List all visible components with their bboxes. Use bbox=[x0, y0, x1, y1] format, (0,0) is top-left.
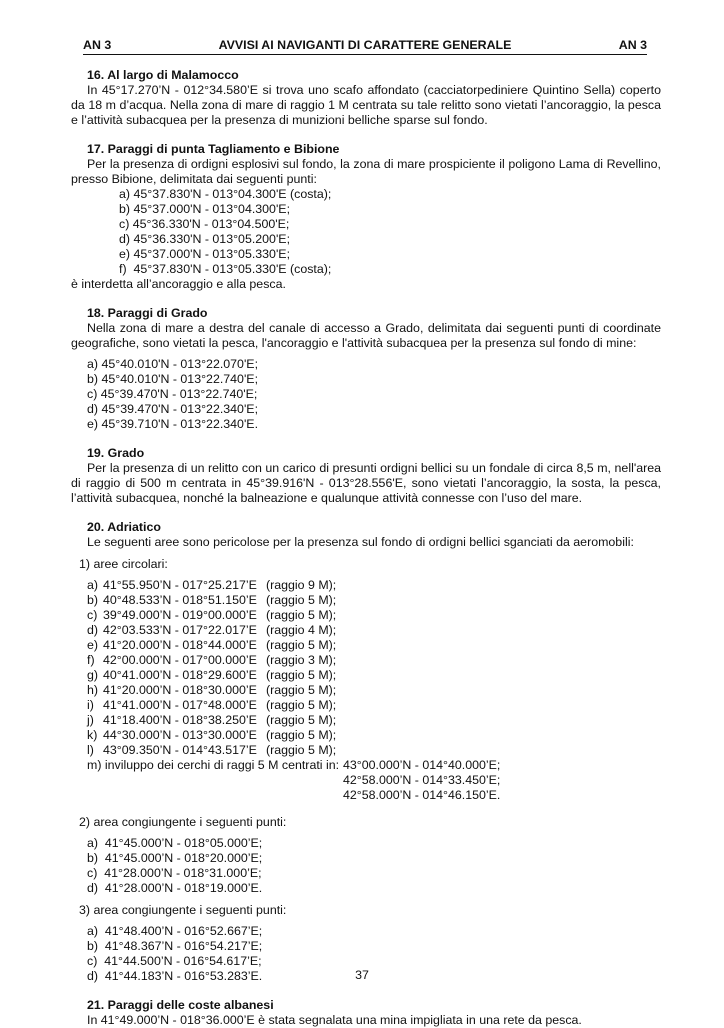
coordinate-item: a) 45°37.830'N - 013°04.300'E (costa); bbox=[119, 187, 332, 201]
header-left: AN 3 bbox=[83, 38, 112, 52]
item-radius: (raggio 5 M); bbox=[266, 698, 337, 712]
item-label: h) bbox=[87, 683, 99, 697]
circular-area-item bbox=[87, 653, 661, 668]
item-label: f) bbox=[87, 653, 95, 667]
coordinate-item: a) 41°48.400’N - 016°52.667’E; bbox=[87, 924, 263, 938]
circular-area-item bbox=[87, 668, 661, 683]
section-title: 21. Paraggi delle coste albanesi bbox=[87, 998, 274, 1012]
coordinate-item: e) 45°37.000'N - 013°05.330'E; bbox=[119, 247, 291, 261]
header-title: AVVISI AI NAVIGANTI DI CARATTERE GENERALE bbox=[218, 38, 512, 52]
circular-area-item bbox=[87, 713, 661, 728]
item-label: e) bbox=[87, 638, 99, 652]
item-radius: (raggio 5 M); bbox=[266, 743, 337, 757]
section-title: 20. Adriatico bbox=[87, 520, 161, 534]
envelope-point: 42°58.000’N - 014°46.150’E. bbox=[343, 788, 501, 802]
circular-area-item bbox=[87, 683, 661, 698]
item-label: l) bbox=[87, 743, 94, 757]
coordinate-item: d) 45°39.470'N - 013°22.340'E; bbox=[87, 402, 259, 416]
item-radius: (raggio 9 M); bbox=[266, 578, 337, 592]
coordinate-list bbox=[87, 357, 661, 432]
item-coordinates: 41°55.950’N - 017°25.217’E bbox=[103, 578, 257, 592]
coordinate-item: b) 45°37.000'N - 013°04.300'E; bbox=[119, 202, 291, 216]
item-radius: (raggio 5 M); bbox=[266, 713, 337, 727]
section-21 bbox=[71, 998, 661, 1028]
circular-area-item bbox=[87, 728, 661, 743]
section-17 bbox=[71, 142, 661, 292]
section-text: In 41°49.000’N - 018°36.000’E è stata segnalata una mina impigliata in una rete da pesca. bbox=[87, 1013, 582, 1027]
section-text: In 45°17.270’N - 012°34.580’E si trova uno scafo affondato (cacciatorpediniere Quintino Sella) coperto da 18 m d’acqua. Nella zona di mare di raggio 1 M centrata su tale relitto sono vietati l’ancoraggio, la pesca e l’attività subacquea per la presenza di munizioni belliche sparse sul fondo. bbox=[71, 83, 661, 127]
coordinate-item: b) 41°48.367’N - 016°54.217’E; bbox=[87, 939, 263, 953]
coordinate-item: b) 41°45.000’N - 018°20.000’E; bbox=[87, 851, 263, 865]
coordinate-list bbox=[119, 187, 661, 277]
coordinate-item: a) 41°45.000’N - 018°05.000’E; bbox=[87, 836, 263, 850]
item-coordinates: 44°30.000’N - 013°30.000’E bbox=[103, 728, 257, 742]
item-radius: (raggio 5 M); bbox=[266, 728, 337, 742]
envelope-points bbox=[343, 758, 500, 803]
envelope-item bbox=[87, 758, 661, 803]
item-radius: (raggio 5 M); bbox=[266, 608, 337, 622]
coordinate-item: b) 45°40.010'N - 013°22.740'E; bbox=[87, 372, 259, 386]
coordinate-item: d) 41°44.183’N - 016°53.283’E. bbox=[87, 969, 263, 983]
item-radius: (raggio 5 M); bbox=[266, 683, 337, 697]
item-label: d) bbox=[87, 623, 99, 637]
item-coordinates: 41°20.000’N - 018°30.000’E bbox=[103, 683, 257, 697]
item-coordinates: 42°00.000’N - 017°00.000’E bbox=[103, 653, 257, 667]
coordinate-item: d) 41°28.000’N - 018°19.000’E. bbox=[87, 881, 263, 895]
section-title: 18. Paraggi di Grado bbox=[87, 306, 208, 320]
item-coordinates: 42°03.533’N - 017°22.017’E bbox=[103, 623, 257, 637]
item-coordinates: 40°48.533’N - 018°51.150’E bbox=[103, 593, 257, 607]
item-radius: (raggio 5 M); bbox=[266, 638, 337, 652]
running-header bbox=[83, 38, 647, 55]
subsection-heading: 2) area congiungente i seguenti punti: bbox=[79, 815, 287, 829]
circular-areas-list bbox=[87, 578, 661, 758]
section-closing: è interdetta all’ancoraggio e alla pesca. bbox=[71, 277, 286, 291]
section-18 bbox=[71, 306, 661, 432]
page-number: 37 bbox=[355, 968, 369, 982]
envelope-text: m) inviluppo dei cerchi di raggi 5 M centrati in: bbox=[87, 758, 340, 772]
section-text: Per la presenza di un relitto con un carico di presunti ordigni bellici su un fondale di circa 8,5 m, nell'area di raggio di 500 m centrata in 45°39.916'N - 013°28.556'E, sono vietati l’ancoraggio, la sosta, la pesca, l’attività subacquea, nonché la balneazione e qualunque attività connesse con l’uso del mare. bbox=[71, 461, 661, 505]
coordinate-item: e) 45°39.710'N - 013°22.340'E. bbox=[87, 417, 259, 431]
document-page bbox=[71, 38, 661, 1028]
circular-area-item bbox=[87, 638, 661, 653]
item-coordinates: 41°20.000’N - 018°44.000’E bbox=[103, 638, 257, 652]
coordinate-item: a) 45°40.010'N - 013°22.070'E; bbox=[87, 357, 259, 371]
circular-area-item bbox=[87, 743, 661, 758]
item-coordinates: 40°41.000’N - 018°29.600’E bbox=[103, 668, 257, 682]
item-coordinates: 39°49.000’N - 019°00.000’E bbox=[103, 608, 257, 622]
item-coordinates: 41°18.400’N - 018°38.250’E bbox=[103, 713, 257, 727]
section-19 bbox=[71, 446, 661, 506]
item-radius: (raggio 4 M); bbox=[266, 623, 337, 637]
section-title: 16. Al largo di Malamocco bbox=[87, 68, 239, 82]
header-right: AN 3 bbox=[618, 38, 647, 52]
subsection-heading: 3) area congiungente i seguenti punti: bbox=[79, 903, 287, 917]
circular-area-item bbox=[87, 593, 661, 608]
coordinate-item: f) 45°37.830'N - 013°05.330'E (costa); bbox=[119, 262, 332, 276]
subsection-heading: 1) aree circolari: bbox=[79, 557, 168, 571]
coordinate-item: c) 45°39.470'N - 013°22.740'E; bbox=[87, 387, 258, 401]
item-label: j) bbox=[87, 713, 94, 727]
section-title: 17. Paraggi di punta Tagliamento e Bibione bbox=[87, 142, 340, 156]
section-20 bbox=[71, 520, 661, 984]
item-radius: (raggio 5 M); bbox=[266, 668, 337, 682]
item-label: i) bbox=[87, 698, 94, 712]
item-radius: (raggio 5 M); bbox=[266, 593, 337, 607]
circular-area-item bbox=[87, 698, 661, 713]
coordinate-item: c) 45°36.330'N - 013°04.500'E; bbox=[119, 217, 290, 231]
section-16 bbox=[71, 68, 661, 128]
item-label: c) bbox=[87, 608, 98, 622]
coordinate-item: c) 41°28.000’N - 018°31.000’E; bbox=[87, 866, 262, 880]
envelope-point: 43°00.000’N - 014°40.000’E; bbox=[343, 758, 501, 772]
section-title: 19. Grado bbox=[87, 446, 145, 460]
item-radius: (raggio 3 M); bbox=[266, 653, 337, 667]
section-text: Per la presenza di ordigni esplosivi sul fondo, la zona di mare prospiciente il poligono Lama di Revellino, presso Bibione, delimitata dai seguenti punti: bbox=[71, 157, 661, 186]
coordinate-item: c) 41°44.500’N - 016°54.617’E; bbox=[87, 954, 262, 968]
coordinate-item: d) 45°36.330'N - 013°05.200'E; bbox=[119, 232, 291, 246]
item-label: k) bbox=[87, 728, 98, 742]
section-text: Le seguenti aree sono pericolose per la presenza sul fondo di ordigni bellici sganciati da aeromobili: bbox=[87, 535, 634, 549]
circular-area-item bbox=[87, 623, 661, 638]
item-label: b) bbox=[87, 593, 99, 607]
section-text: Nella zona di mare a destra del canale di accesso a Grado, delimitata dai seguenti punti di coordinate geografiche, sono vietati la pesca, l'ancoraggio e l'attività subacquea per la presenza sul fondo di mine: bbox=[71, 321, 661, 350]
circular-area-item bbox=[87, 578, 661, 593]
item-label: g) bbox=[87, 668, 99, 682]
item-coordinates: 41°41.000’N - 017°48.000’E bbox=[103, 698, 257, 712]
item-label: a) bbox=[87, 578, 99, 592]
circular-area-item bbox=[87, 608, 661, 623]
envelope-point: 42°58.000’N - 014°33.450’E; bbox=[343, 773, 501, 787]
area2-points-list bbox=[87, 836, 661, 896]
item-coordinates: 43°09.350’N - 014°43.517’E bbox=[103, 743, 257, 757]
